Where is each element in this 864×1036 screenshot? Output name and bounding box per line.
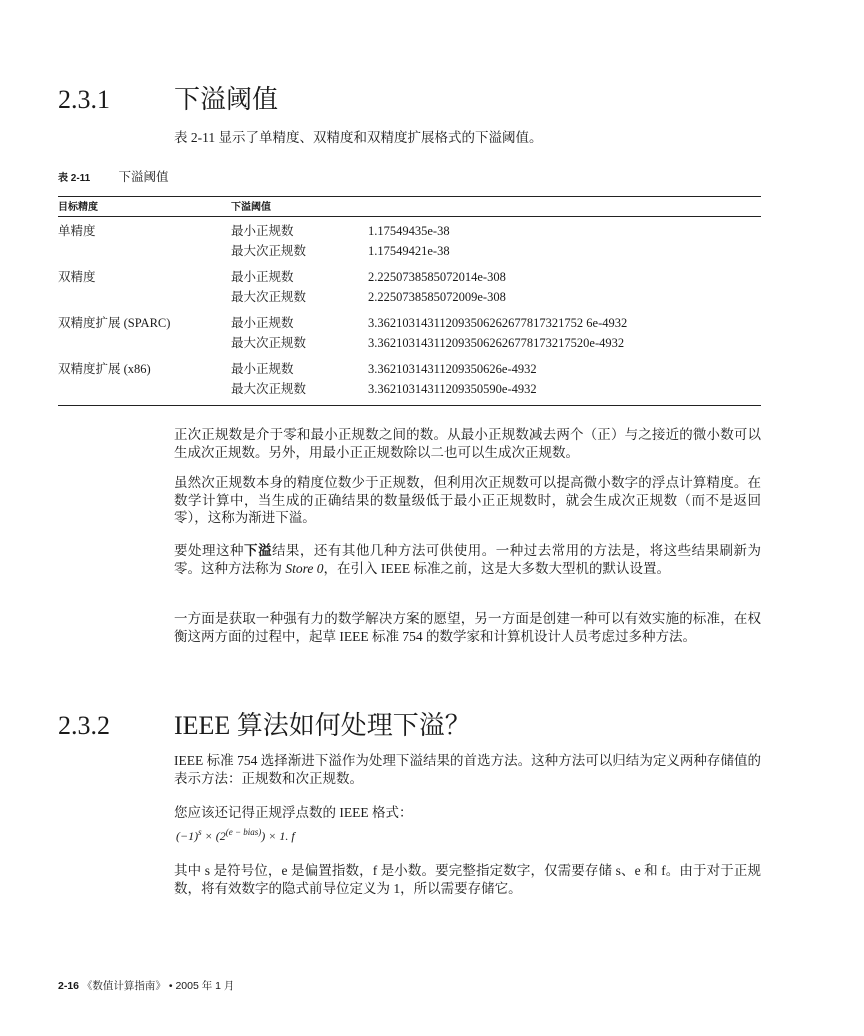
precision-cell: 单精度 <box>58 224 96 238</box>
kind-cell: 最小正规数 <box>231 270 294 284</box>
paragraph-gradual-underflow: IEEE 标准 754 选择渐进下溢作为处理下溢结果的首选方法。这种方法可以归结为定义两种存储值的表示方法：正规数和次正规数。 <box>174 753 761 786</box>
table-row <box>58 267 761 287</box>
header-precision: 目标精度 <box>58 202 98 213</box>
footer-bullet: • <box>168 980 173 992</box>
kind-cell: 最大次正规数 <box>231 290 307 304</box>
precision-cell: 双精度扩展 (SPARC) <box>58 316 171 330</box>
table-row <box>58 221 761 241</box>
value-cell: 3.36210314311209350626e-4932 <box>368 362 537 376</box>
section-intro: 表 2-11 显示了单精度、双精度和双精度扩展格式的下溢阈值。 <box>174 130 543 145</box>
paragraph-format-fields: 其中 s 是符号位，e 是偏置指数，f 是小数。要完整指定数字，仅需要存储 s、e 和 f。由于对于正规数，将有效数字的隐式前导位定义为 1，所以需要存储它。 <box>174 863 761 896</box>
ieee-format-formula: $(-1)^s \times (2^{(e - bias)}) \times 1$. f <box>176 827 295 843</box>
paragraph-ieee-format: 您应该还记得正规浮点数的 IEEE 格式： <box>174 805 413 820</box>
table-row <box>58 359 761 379</box>
header-threshold: 下溢阈值 <box>231 202 271 213</box>
paragraph-subnormal-def: 正次正规数是介于零和最小正规数之间的数。从最小正规数减去两个（正）与之接近的微小数可以生成次正规数。另外，用最小正正规数除以二也可以生成次正规数。 <box>174 427 761 460</box>
section-number: 2.3.2 <box>58 711 110 740</box>
paragraph-ieee-tradeoff: 一方面是获取一种强有力的数学解决方案的愿望，另一方面是创建一种可以有效实施的标准，在权衡这两方面的过程中，起草 IEEE 标准 754 的数学家和计算机设计人员考虑过多种方法。 <box>174 611 761 644</box>
paragraph-subnormal-precision: 虽然次正规数本身的精度位数少于正规数，但利用次正规数可以提高微小数字的浮点计算精度。在数学计算中，当生成的正确结果的数量级低于最小正正规数时，就会生成次正规数（而不是返回零），这称为渐进下溢。 <box>174 475 761 525</box>
section-number: 2.3.1 <box>58 85 110 114</box>
kind-cell: 最小正规数 <box>231 224 294 238</box>
table-row <box>58 379 761 399</box>
table-row <box>58 333 761 353</box>
page-number: 2-16 <box>58 980 80 992</box>
table-row <box>58 241 761 261</box>
value-cell: 2.2250738585072014e-308 <box>368 270 506 284</box>
section-title: 下溢阈值 <box>174 85 279 114</box>
table-caption <box>58 169 169 187</box>
precision-cell: 双精度扩展 (x86) <box>58 362 151 376</box>
bold-underflow: 下溢 <box>243 543 272 558</box>
kind-cell: 最大次正规数 <box>231 336 307 350</box>
table-caption-title: 下溢阈值 <box>118 170 169 184</box>
table-bottom-rule <box>58 405 761 406</box>
table-row <box>58 287 761 307</box>
kind-cell: 最小正规数 <box>231 362 294 376</box>
book-title: 《数值计算指南》 <box>81 980 166 992</box>
page-footer <box>58 978 234 993</box>
paragraph-underflow-methods: 要处理这种下溢结果，还有其他几种方法可供使用。一种过去常用的方法是，将这些结果刷新为零。这种方法称为 Store 0，在引入 IEEE 标准之前，这是大多数大型机的默认设置。 <box>174 543 762 576</box>
publication-date: 2005 年 1 月 <box>175 980 235 992</box>
underflow-table <box>58 197 761 399</box>
section-title: IEEE 算法如何处理下溢？ <box>174 711 471 740</box>
table-caption-label: 表 2-11 <box>58 173 91 184</box>
kind-cell: 最大次正规数 <box>231 382 307 396</box>
value-cell: 3.3621031431120935062626778173217520e-4932 <box>368 336 625 350</box>
kind-cell: 最大次正规数 <box>231 244 307 258</box>
italic-store-zero: Store 0 <box>285 560 324 576</box>
value-cell: 1.17549421e-38 <box>368 244 450 258</box>
value-cell: 3.36210314311209350590e-4932 <box>368 382 537 396</box>
precision-cell: 双精度 <box>58 270 96 284</box>
table-row <box>58 313 761 333</box>
table-header-rule <box>58 216 761 217</box>
value-cell: 3.362103143112093506262677817321752 6e-4932 <box>368 316 628 330</box>
value-cell: 2.2250738585072009e-308 <box>368 290 506 304</box>
table-header-row <box>58 197 761 216</box>
value-cell: 1.17549435e-38 <box>368 224 450 238</box>
kind-cell: 最小正规数 <box>231 316 294 330</box>
